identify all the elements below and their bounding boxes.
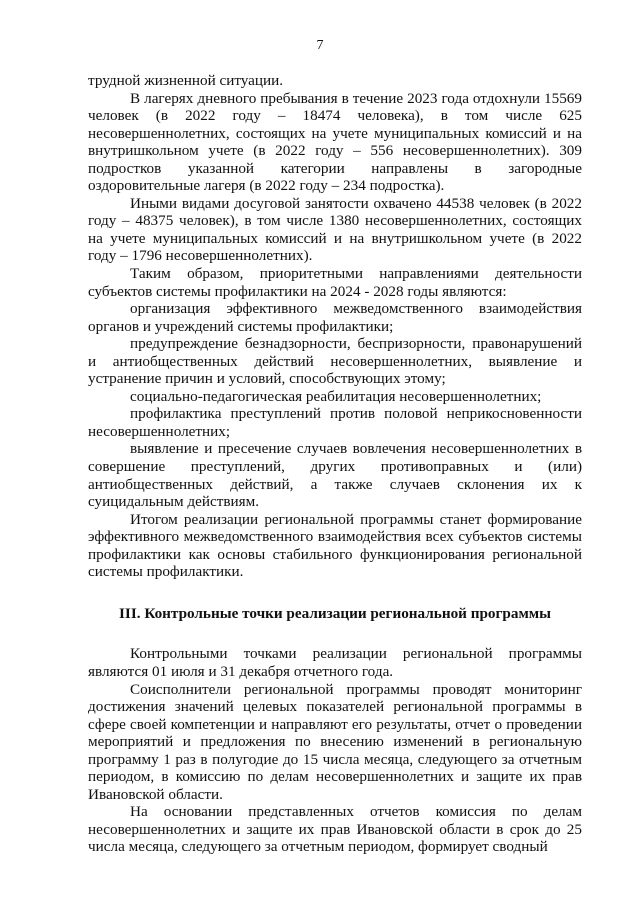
- list-item-interagency-cooperation: организация эффективного межведомственного взаимодействия органов и учреждений системы профилактики;: [88, 300, 582, 335]
- list-item-detection-involvement: выявление и пресечение случаев вовлечения несовершеннолетних в совершение преступлений, других противоправных и (или) антиобщественных действий, а также случаев склонения их к суицидальным действиям.: [88, 440, 582, 511]
- paragraph-control-points: Контрольными точками реализации региональной программы являются 01 июля и 31 декабря отчетного года.: [88, 645, 582, 680]
- section-heading: III. Контрольные точки реализации региональной программы: [119, 604, 551, 622]
- paragraph-day-camps: В лагерях дневного пребывания в течение 2023 года отдохнули 15569 человек (в 2022 году – 18474 человека), в том числе 625 несовершеннолетних, состоящих на учете муниципальных комиссий и на внутришкольном учете (в 2022 году – 556 несовершеннолетних). 309 подростков указанной категории направлены в загородные оздоровительные лагеря (в 2022 году – 234 подростка).: [88, 89, 582, 195]
- paragraph-leisure-activities: Иными видами досуговой занятости охвачено 44538 человек (в 2022 году – 48375 человек), в том числе 1380 несовершеннолетних, состоящих на учете муниципальных комиссий и на внутришкольном учете (в 2022 году – 1796 несовершеннолетних).: [88, 194, 582, 265]
- document-body: [88, 72, 582, 856]
- list-item-prevention-neglect: предупреждение безнадзорности, беспризорности, правонарушений и антиобщественных действий несовершеннолетних, выявление и устранение причин и условий, способствующих этому;: [88, 335, 582, 388]
- paragraph-program-result: Итогом реализации региональной программы станет формирование эффективного межведомственного взаимодействия всех субъектов системы профилактики как основы стабильного функционирования региональной системы профилактики.: [88, 510, 582, 581]
- list-item-crime-prevention: профилактика преступлений против половой неприкосновенности несовершеннолетних;: [88, 405, 582, 440]
- paragraph-continuation: трудной жизненной ситуации.: [88, 72, 284, 89]
- paragraph-priority-directions: Таким образом, приоритетными направлениями деятельности субъектов системы профилактики на 2024 - 2028 годы являются:: [88, 265, 582, 300]
- paragraph-co-executors-monitoring: Соисполнители региональной программы проводят мониторинг достижения значений целевых показателей региональной программы в сфере своей компетенции и направляют его результаты, отчет о проведении мероприятий и предложения по внесению изменений в региональную программу 1 раз в полугодие до 15 числа месяца, следующего за отчетным периодом, в комиссию по делам несовершеннолетних и защите их прав Ивановской области.: [88, 680, 582, 803]
- page-number: 7: [316, 38, 324, 53]
- paragraph-commission-summary: На основании представленных отчетов комиссия по делам несовершеннолетних и защите их прав Ивановской области в срок до 25 числа месяца, следующего за отчетным периодом, формирует сводный: [88, 803, 582, 856]
- list-item-rehabilitation: социально-педагогическая реабилитация несовершеннолетних;: [130, 387, 542, 405]
